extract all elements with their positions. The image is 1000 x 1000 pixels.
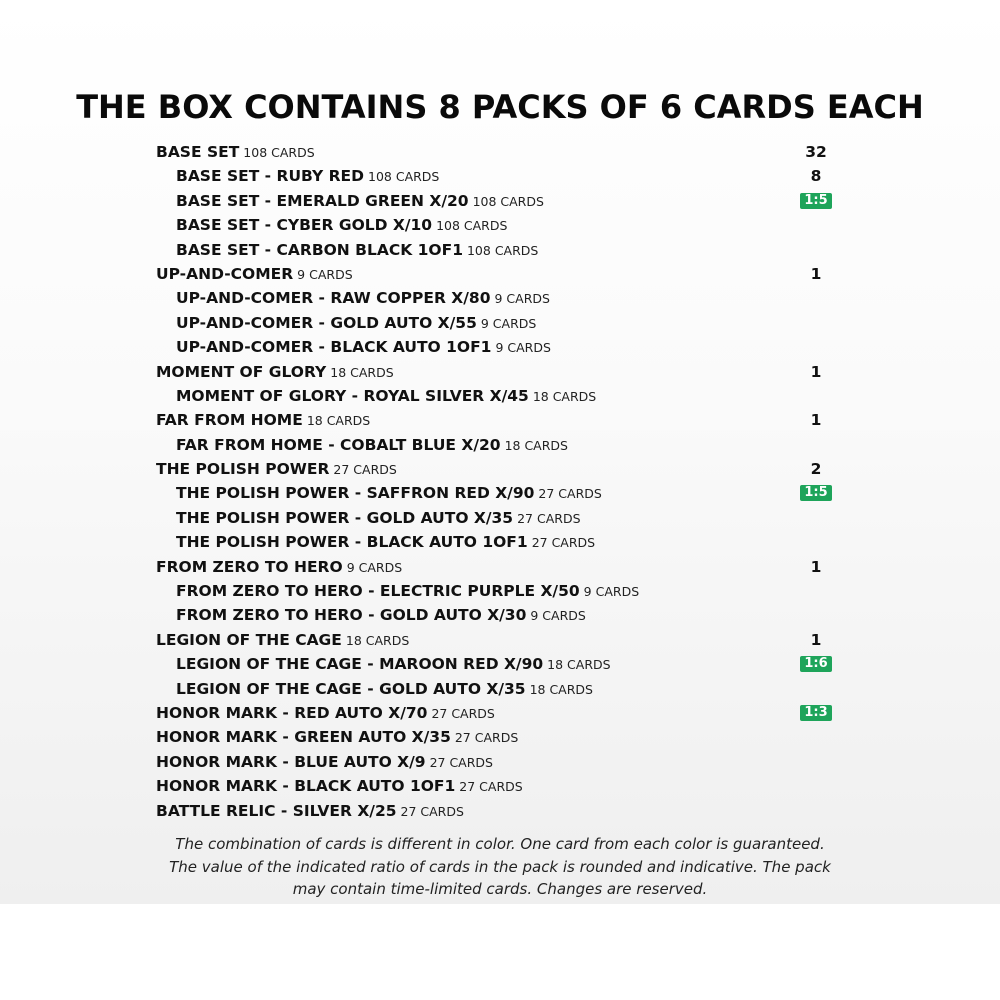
item-card-count: 108 CARDS (466, 242, 539, 258)
item-card-count: 27 CARDS (517, 510, 581, 526)
item-card-count: 18 CARDS (504, 437, 568, 453)
list-item (156, 140, 846, 164)
item-quantity: 2 (810, 460, 822, 479)
list-item (156, 677, 846, 701)
item-card-count: 27 CARDS (429, 754, 493, 770)
item-name: HONOR MARK - BLACK AUTO 1OF1 (156, 777, 456, 796)
footnote-line: The value of the indicated ratio of cards in the pack is rounded and indicative. The pack (169, 857, 831, 876)
item-label (156, 193, 544, 210)
list-item (156, 603, 846, 627)
item-label (156, 339, 551, 356)
item-card-count: 18 CARDS (532, 388, 597, 404)
item-label (156, 803, 464, 820)
item-name: UP-AND-COMER (156, 264, 294, 283)
item-card-count: 9 CARDS (494, 291, 550, 307)
item-card-count: 27 CARDS (400, 803, 464, 819)
item-name: BASE SET - CYBER GOLD X/10 (176, 216, 433, 235)
list-item (156, 652, 846, 676)
item-label (156, 217, 507, 234)
item-quantity: 1 (810, 362, 822, 381)
item-name: THE POLISH POWER (156, 460, 330, 479)
item-name: LEGION OF THE CAGE - GOLD AUTO X/35 (176, 679, 526, 698)
item-label (156, 705, 495, 722)
item-name: FROM ZERO TO HERO - ELECTRIC PURPLE X/50 (176, 582, 580, 601)
ratio-badge: 1:5 (800, 193, 832, 209)
list-item (156, 457, 846, 481)
item-label (156, 754, 493, 771)
item-label (156, 266, 353, 283)
item-quantity: 8 (810, 167, 822, 186)
item-label (156, 778, 523, 795)
item-name: MOMENT OF GLORY (156, 362, 327, 381)
item-label (156, 632, 409, 649)
list-item (156, 189, 846, 213)
item-name: LEGION OF THE CAGE - MAROON RED X/90 (176, 655, 544, 674)
item-quantity: 1 (810, 264, 822, 283)
item-name: MOMENT OF GLORY - ROYAL SILVER X/45 (176, 386, 529, 405)
item-card-count: 108 CARDS (436, 218, 508, 234)
ratio-badge: 1:3 (800, 705, 832, 721)
item-name: THE POLISH POWER - BLACK AUTO 1OF1 (176, 533, 528, 552)
item-card-count: 9 CARDS (297, 266, 353, 282)
item-label (156, 364, 394, 381)
item-label (156, 485, 602, 502)
item-label (156, 242, 538, 259)
item-name: LEGION OF THE CAGE (156, 630, 342, 649)
item-quantity: 32 (805, 143, 827, 161)
list-item (156, 799, 846, 823)
item-card-count: 18 CARDS (529, 681, 593, 697)
item-name: UP-AND-COMER - RAW COPPER X/80 (176, 289, 491, 308)
item-card-count: 9 CARDS (346, 559, 403, 575)
list-item (156, 628, 846, 652)
footnote-line: The combination of cards is different in color. One card from each color is guaranteed. (175, 835, 825, 853)
item-label (156, 437, 568, 454)
list-item (156, 238, 846, 262)
item-name: HONOR MARK - BLUE AUTO X/9 (156, 752, 426, 771)
item-quantity: 1 (810, 411, 822, 430)
list-item (156, 384, 846, 408)
item-label (156, 583, 639, 600)
item-name: BASE SET - CARBON BLACK 1OF1 (176, 240, 463, 259)
item-name: BATTLE RELIC - SILVER X/25 (156, 801, 397, 820)
item-name: UP-AND-COMER - GOLD AUTO X/55 (176, 313, 477, 332)
item-card-count: 108 CARDS (243, 145, 315, 160)
item-name: FROM ZERO TO HERO - GOLD AUTO X/30 (176, 606, 527, 625)
list-item (156, 701, 846, 725)
item-card-count: 27 CARDS (454, 730, 519, 746)
item-quantity: 1 (810, 557, 822, 576)
item-card-count: 18 CARDS (547, 657, 611, 673)
item-label (156, 315, 536, 332)
item-card-count: 27 CARDS (333, 462, 397, 478)
card-list (156, 140, 846, 823)
item-name: UP-AND-COMER - BLACK AUTO 1OF1 (176, 338, 492, 357)
list-item (156, 433, 846, 457)
item-card-count: 18 CARDS (306, 413, 371, 429)
item-card-count: 27 CARDS (538, 486, 602, 502)
list-item (156, 579, 846, 603)
list-item (156, 408, 846, 432)
item-card-count: 27 CARDS (531, 535, 596, 551)
footnote (0, 833, 1000, 901)
item-card-count: 18 CARDS (345, 632, 410, 648)
item-card-count: 9 CARDS (583, 584, 640, 600)
list-item (156, 311, 846, 335)
ratio-badge: 1:6 (800, 656, 832, 672)
item-card-count: 108 CARDS (368, 169, 440, 185)
item-name: BASE SET - EMERALD GREEN X/20 (176, 191, 469, 210)
item-name: FAR FROM HOME - COBALT BLUE X/20 (176, 435, 501, 454)
list-item (156, 286, 846, 310)
item-quantity: 1 (810, 630, 822, 649)
list-item (156, 360, 846, 384)
footnote-line: may contain time-limited cards. Changes are reserved. (292, 880, 708, 898)
item-name: THE POLISH POWER - GOLD AUTO X/35 (176, 508, 514, 527)
list-item (156, 164, 846, 188)
item-name: HONOR MARK - RED AUTO X/70 (156, 703, 428, 722)
item-card-count: 18 CARDS (330, 364, 394, 380)
list-item (156, 481, 846, 505)
ratio-badge: 1:5 (800, 485, 832, 501)
list-item (156, 530, 846, 554)
item-label (156, 559, 402, 576)
item-card-count: 27 CARDS (459, 779, 523, 795)
item-name: HONOR MARK - GREEN AUTO X/35 (156, 728, 451, 747)
list-item (156, 725, 846, 749)
item-card-count: 9 CARDS (480, 315, 537, 331)
item-name: BASE SET (156, 143, 240, 161)
item-name: FROM ZERO TO HERO (156, 557, 343, 576)
item-label (156, 681, 593, 698)
item-label (156, 607, 586, 624)
item-label (156, 461, 397, 478)
item-label (156, 388, 596, 405)
list-item (156, 750, 846, 774)
list-item (156, 555, 846, 579)
item-name: THE POLISH POWER - SAFFRON RED X/90 (176, 484, 535, 503)
list-item (156, 774, 846, 798)
item-label (156, 290, 550, 307)
list-item (156, 262, 846, 286)
page-title: THE BOX CONTAINS 8 PACKS OF 6 CARDS EACH (76, 88, 924, 126)
item-label (156, 412, 370, 429)
item-card-count: 9 CARDS (530, 608, 586, 624)
list-item (156, 506, 846, 530)
item-card-count: 27 CARDS (431, 705, 495, 721)
item-label (156, 656, 611, 673)
item-label (156, 729, 518, 746)
item-card-count: 108 CARDS (472, 193, 544, 209)
item-label (156, 534, 595, 551)
item-card-count: 9 CARDS (495, 340, 551, 356)
item-name: FAR FROM HOME (156, 411, 303, 430)
list-item (156, 335, 846, 359)
list-item (156, 213, 846, 237)
item-label (156, 168, 439, 185)
item-label (156, 144, 315, 161)
item-label (156, 510, 581, 527)
item-name: BASE SET - RUBY RED (176, 167, 365, 186)
